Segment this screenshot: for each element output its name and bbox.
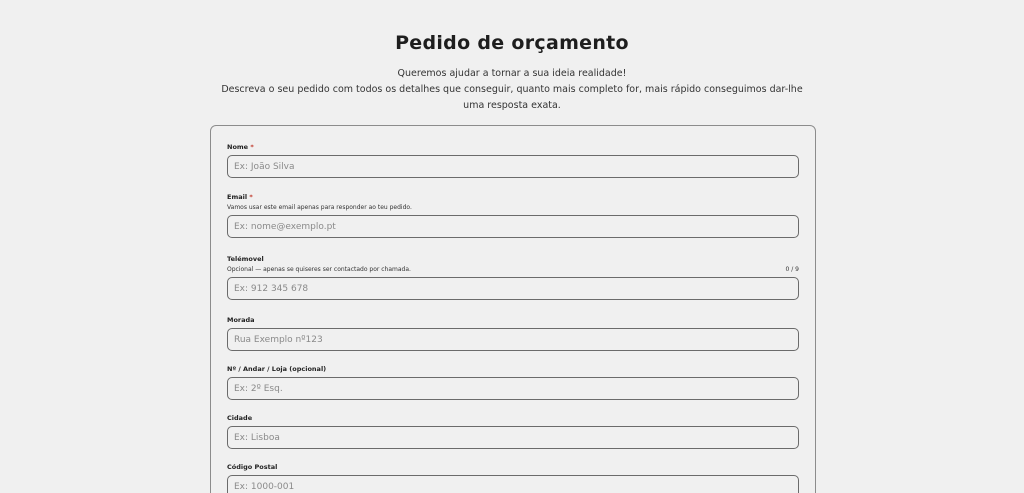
email-input[interactable] (227, 215, 799, 238)
city-field-group (227, 414, 799, 449)
address-input[interactable] (227, 328, 799, 351)
phone-help (227, 265, 799, 274)
address-field-group (227, 316, 799, 351)
intro-line-1: Queremos ajudar a tornar a sua ideia realidade! (397, 68, 627, 79)
floor-label: Nº / Andar / Loja (opcional) (227, 365, 327, 373)
email-label (227, 193, 799, 202)
phone-label: Telémovel (227, 255, 264, 263)
intro-line-2: Descreva o seu pedido com todos os detalhes que conseguir, quanto mais completo for, mais rápido conseguimos dar-lhe uma resposta exata. (221, 84, 803, 111)
postal-code-input[interactable] (227, 475, 799, 493)
required-mark: * (250, 143, 254, 151)
page-title: Pedido de orçamento (395, 32, 629, 54)
email-field-group (227, 193, 799, 238)
email-help-text: Vamos usar este email apenas para responder ao teu pedido. (227, 204, 412, 211)
floor-field-group (227, 365, 799, 400)
intro-text (212, 66, 812, 114)
name-field-group (227, 143, 799, 178)
city-label: Cidade (227, 414, 253, 422)
postal-field-group (227, 463, 799, 493)
phone-field-group (227, 255, 799, 300)
email-help (227, 203, 799, 212)
postal-label: Código Postal (227, 463, 278, 471)
floor-input[interactable] (227, 377, 799, 400)
phone-help-text: Opcional — apenas se quiseres ser contactado por chamada. (227, 266, 411, 273)
city-input[interactable] (227, 426, 799, 449)
address-label: Morada (227, 316, 255, 324)
name-label (227, 143, 799, 152)
phone-input[interactable] (227, 277, 799, 300)
required-mark: * (249, 193, 253, 201)
phone-char-counter: 0 / 9 (785, 266, 799, 273)
quote-form (210, 125, 816, 493)
name-label-text: Nome (227, 143, 249, 151)
name-input[interactable] (227, 155, 799, 178)
email-label-text: Email (227, 193, 248, 201)
